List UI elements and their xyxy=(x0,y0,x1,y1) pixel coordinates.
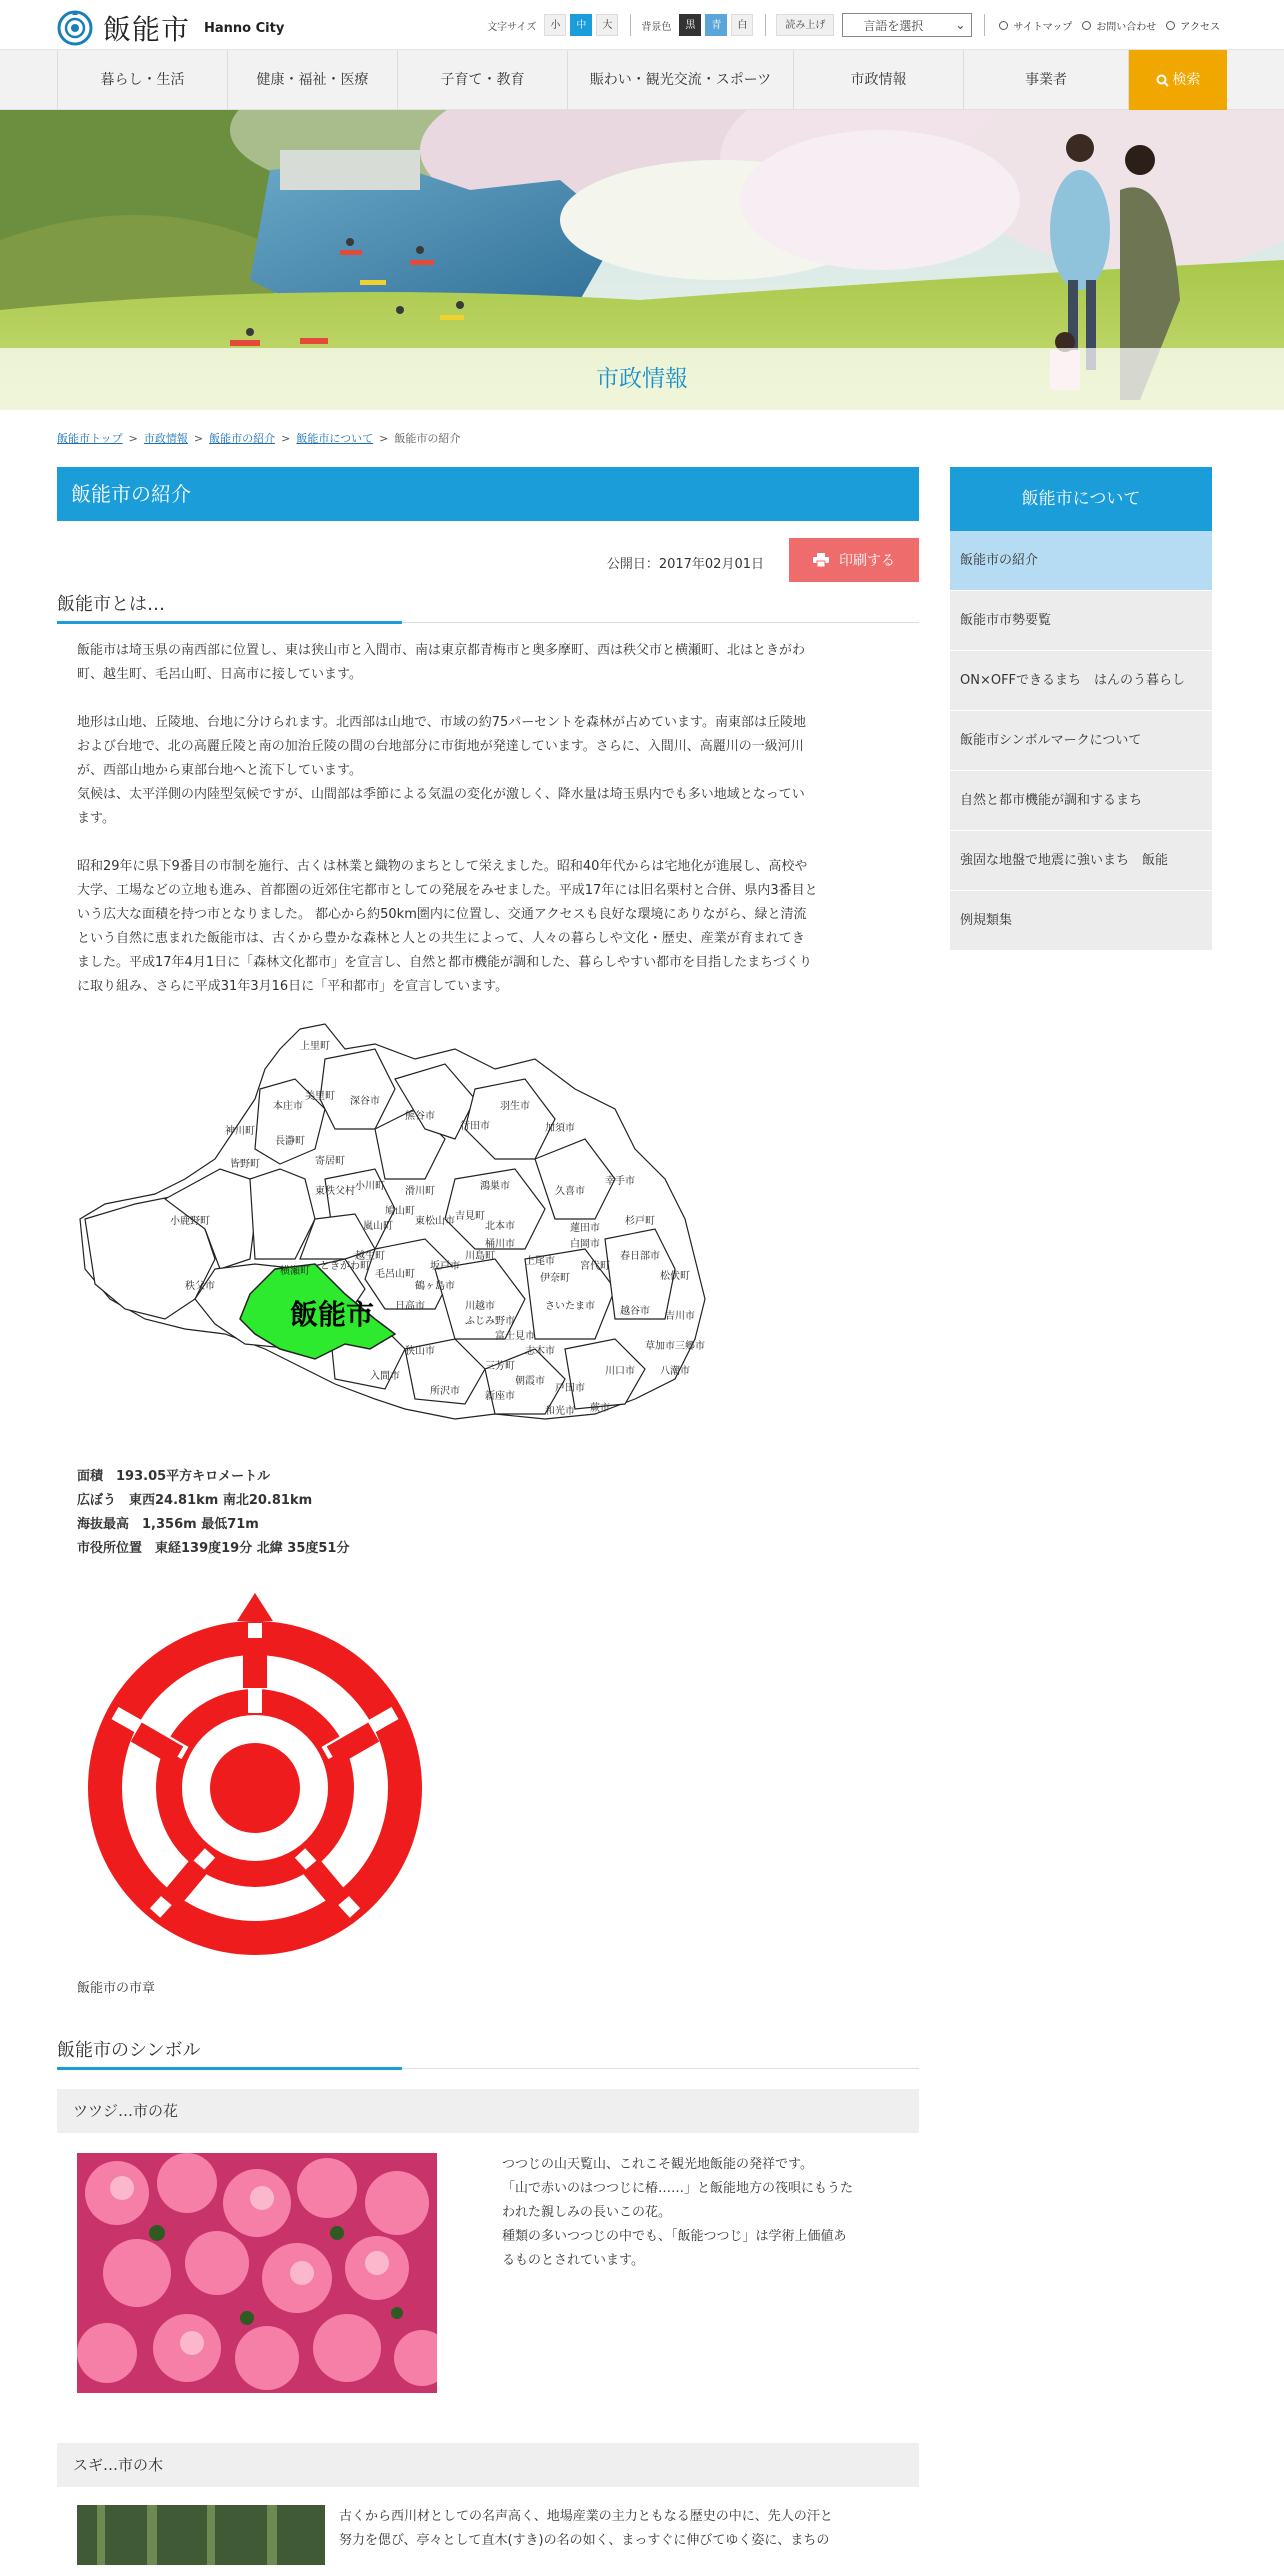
map-label: 横瀬町 xyxy=(280,1266,310,1277)
map-label: 美里町 xyxy=(305,1091,335,1102)
map-label: 長瀞町 xyxy=(275,1136,305,1147)
bg-color-label: 背景色 xyxy=(641,21,672,33)
nav-item-tourism[interactable]: 賑わい・観光交流・スポーツ xyxy=(567,50,793,110)
intro-paragraph-1: 飯能市は埼玉県の南西部に位置し、東は狭山市と入間市、南は東京都青梅市と奥多摩町、西は秩父市と横瀬町、北はときがわ 町、越生町、毛呂山町、日高市に接しています。 xyxy=(77,643,806,682)
sidebar xyxy=(950,467,1212,951)
flower-block xyxy=(57,2153,919,2403)
page-title: 飯能市の紹介 xyxy=(57,467,919,521)
language-select-value: 言語を選択 xyxy=(863,18,924,33)
map-label: 白岡市 xyxy=(570,1239,600,1250)
map-label: 本庄市 xyxy=(273,1101,303,1112)
map-label: 松伏町 xyxy=(660,1271,690,1282)
hero-banner xyxy=(0,110,1284,410)
map-label: 狭山市 xyxy=(405,1346,435,1357)
font-size-label: 文字サイズ xyxy=(487,21,537,33)
map-label: 鶴ヶ島市 xyxy=(415,1281,455,1292)
map-label: 鳩山町 xyxy=(385,1206,415,1217)
circle-arrow-icon xyxy=(1082,21,1091,30)
map-label: 坂戸市 xyxy=(430,1261,460,1272)
map-label: 春日部市 xyxy=(620,1251,660,1262)
nav-item-childcare[interactable]: 子育て・教育 xyxy=(397,50,567,110)
city-emblem-icon xyxy=(57,10,93,46)
font-size-large-button[interactable]: 大 xyxy=(596,14,618,36)
map-label: 久喜市 xyxy=(555,1186,585,1197)
read-aloud-button[interactable]: 読み上げ xyxy=(776,14,834,36)
map-label: 東松山市 xyxy=(415,1216,455,1227)
sidebar-item-regulations[interactable]: 例規類集 xyxy=(950,891,1212,951)
map-label: 熊谷市 xyxy=(405,1111,435,1122)
emblem-caption: 飯能市の市章 xyxy=(77,1981,156,1996)
map-label: 羽生市 xyxy=(500,1101,530,1112)
saitama-map xyxy=(75,1019,715,1439)
map-label: 朝霞市 xyxy=(515,1376,545,1387)
circle-arrow-icon xyxy=(1166,21,1175,30)
tree-description: 古くから西川材としての名声高く、地場産業の主力ともなる歴史の中に、先人の汗と 努力を偲び、亭々として直木(すき)の名の如く、まっすぐに伸びてゆく姿に、まちの xyxy=(339,2509,833,2548)
map-label: 皆野町 xyxy=(230,1159,260,1170)
sidebar-heading: 飯能市について xyxy=(950,467,1212,531)
logo-text-ja: 飯能市 xyxy=(103,13,191,46)
map-label: 小鹿野町 xyxy=(170,1216,210,1227)
map-label: 川島町 xyxy=(465,1251,495,1262)
publish-row xyxy=(57,538,919,584)
map-label: 吉見町 xyxy=(455,1211,485,1222)
map-label: 桶川市 xyxy=(485,1239,515,1250)
breadcrumb-link-top[interactable]: 飯能市トップ xyxy=(57,432,123,445)
map-label: 宮代町 xyxy=(580,1261,610,1272)
map-label: 幸手市 xyxy=(605,1176,635,1187)
map-label: 滑川町 xyxy=(405,1186,435,1197)
fact-area: 面積 193.05平方キロメートル xyxy=(77,1469,271,1484)
map-label: 上尾市 xyxy=(525,1256,555,1267)
map-label: 神川町 xyxy=(225,1126,255,1137)
logo-text-en: Hanno City xyxy=(204,20,285,36)
divider xyxy=(984,14,985,36)
tree-block xyxy=(57,2505,919,2565)
map-label: 杉戸町 xyxy=(625,1216,655,1227)
breadcrumb-link-city-info[interactable]: 市政情報 xyxy=(143,432,188,445)
sidebar-item-living[interactable]: ON×OFFできるまち はんのう暮らし xyxy=(950,651,1212,711)
fact-extent: 広ぼう 東西24.81km 南北20.81km xyxy=(77,1493,313,1508)
map-label: 入間市 xyxy=(370,1371,400,1382)
map-label: 蕨市 xyxy=(590,1403,610,1414)
divider xyxy=(765,14,766,36)
map-label: 三芳町 xyxy=(485,1361,515,1372)
contact-label: お問い合わせ xyxy=(1096,21,1157,33)
fact-elevation: 海抜最高 1,356m 最低71m xyxy=(77,1517,259,1532)
search-label: 検索 xyxy=(1172,72,1201,88)
map-label: 毛呂山町 xyxy=(375,1269,415,1280)
language-select[interactable] xyxy=(842,13,972,37)
map-label: 加須市 xyxy=(545,1123,575,1134)
city-facts xyxy=(57,1465,919,1561)
contact-link[interactable] xyxy=(1082,18,1156,33)
fact-location: 市役所位置 東経139度19分 北緯 35度51分 xyxy=(77,1541,350,1556)
map-label: 志木市 xyxy=(525,1346,555,1357)
map-label: 秩父市 xyxy=(185,1281,215,1292)
map-label: 吉川市 xyxy=(665,1311,695,1322)
flower-description: つつじの山天覧山、これこそ観光地飯能の発祥です。 「山で赤いのはつつじに椿……」と飯能地方の筏唄にもうた われた親しみの長いこの花。 種類の多いつつじの中でも、「飯能つつじ」は学術上価値あ るものとされています。 xyxy=(502,2157,854,2268)
sitemap-link[interactable] xyxy=(999,18,1072,33)
divider xyxy=(630,14,631,36)
nav-item-health[interactable]: 健康・福祉・医療 xyxy=(227,50,397,110)
bg-white-button[interactable]: 白 xyxy=(731,14,753,36)
sidebar-item-symbol-mark[interactable]: 飯能市シンボルマークについて xyxy=(950,711,1212,771)
header-tools xyxy=(487,12,1220,38)
tree-heading: スギ…市の木 xyxy=(57,2443,919,2487)
nav-item-city-info[interactable]: 市政情報 xyxy=(793,50,963,110)
map-label: 富士見市 xyxy=(495,1331,535,1342)
nav-item-business[interactable]: 事業者 xyxy=(963,50,1129,110)
breadcrumb-current: 飯能市の紹介 xyxy=(394,432,461,445)
map-label: 東秩父村 xyxy=(315,1186,355,1197)
circle-arrow-icon xyxy=(999,21,1008,30)
font-size-small-button[interactable]: 小 xyxy=(544,14,566,36)
intro-paragraph-3: 昭和29年に県下9番目の市制を施行、古くは林業と織物のまちとして栄えました。昭和40年代からは宅地化が進展し、高校や 大学、工場などの立地も進み、首都圏の近郊住宅都市としての発展をみせました。平成17年には旧名栗村と合併、県内3番目と いう広大な面積を持つ市となりました。 都心から約50km圏内に位置し、交通アクセスも良好な環境にありながら、緑と清流 という自然に恵まれた飯能市は、古くから豊かな森林と人との共生によって、人々の暮らしや文化・歴史、産業が育まれてき ました。平成17年4月1日に「森林文化都市」を宣言し、自然と都市機能が調和した、暮らしやすい都市を目指したまちづくり に取り組み、さらに平成31年3月16日に「平和都市」を宣言しています。 xyxy=(77,859,818,994)
bg-black-button[interactable]: 黒 xyxy=(679,14,701,36)
breadcrumb-link-intro[interactable]: 飯能市の紹介 xyxy=(209,432,276,445)
sitemap-label: サイトマップ xyxy=(1013,21,1073,33)
map-label: 戸田市 xyxy=(555,1383,585,1394)
site-header xyxy=(0,0,1284,50)
section-heading-about: 飯能市とは… xyxy=(57,590,919,623)
printer-icon xyxy=(813,553,829,567)
access-link[interactable] xyxy=(1166,18,1220,33)
sidebar-item-earthquake[interactable]: 強固な地盤で地震に強いまち 飯能 xyxy=(950,831,1212,891)
map-label: 北本市 xyxy=(485,1221,515,1232)
map-label: 川口市 xyxy=(605,1366,635,1377)
breadcrumb-link-about[interactable]: 飯能市について xyxy=(296,432,374,445)
map-label: 三郷市 xyxy=(675,1341,705,1352)
map-label: 伊奈町 xyxy=(540,1273,570,1284)
map-label: 所沢市 xyxy=(430,1386,460,1397)
map-label: 新座市 xyxy=(485,1391,515,1402)
main-content xyxy=(57,467,919,2565)
map-label: 川越市 xyxy=(465,1301,495,1312)
map-label: ときがわ町 xyxy=(320,1261,370,1272)
chevron-down-icon: ⌄ xyxy=(955,18,966,32)
print-button[interactable] xyxy=(789,538,919,582)
intro-paragraph-2: 地形は山地、丘陵地、台地に分けられます。北西部は山地で、市域の約75パーセントを森林が占めています。南東部は丘陵地 および台地で、北の高麗丘陵と南の加治丘陵の間の台地部分に市街地が発達しています。さらに、入間川、高麗川の一級河川 が、西部山地から東部台地へと流下しています。 気候は、太平洋側の内陸型気候ですが、山間部は季節による気温の変化が激しく、降水量は埼玉県内でも多い地域となってい ます。 xyxy=(77,715,806,826)
map-label: 寄居町 xyxy=(315,1156,345,1167)
map-label: 小川町 xyxy=(355,1181,385,1192)
nav-item-living[interactable]: 暮らし・生活 xyxy=(57,50,227,110)
map-label: 八潮市 xyxy=(660,1366,690,1377)
cedar-photo xyxy=(77,2505,325,2565)
map-label: さいたま市 xyxy=(545,1301,595,1312)
map-label: 越谷市 xyxy=(620,1306,650,1317)
sidebar-item-nature[interactable]: 自然と都市機能が調和するまち xyxy=(950,771,1212,831)
section-heading-symbols: 飯能市のシンボル xyxy=(57,2036,919,2069)
hero-title: 市政情報 xyxy=(0,348,1284,410)
map-label: 深谷市 xyxy=(350,1096,380,1107)
map-label-hanno: 飯能市 xyxy=(290,1298,375,1331)
map-label: 草加市 xyxy=(645,1341,675,1352)
print-label: 印刷する xyxy=(839,553,895,569)
publish-date: 公開日：2017年02月01日 xyxy=(606,557,764,572)
site-logo[interactable] xyxy=(57,8,284,48)
map-label: 嵐山町 xyxy=(363,1221,393,1232)
sidebar-item-overview[interactable]: 飯能市市勢要覧 xyxy=(950,591,1212,651)
breadcrumb: 飯能市トップ > 市政情報 > 飯能市の紹介 > 飯能市について > 飯能市の紹介 xyxy=(57,432,461,445)
city-emblem xyxy=(75,1583,435,1963)
map-label: 上里町 xyxy=(300,1041,330,1052)
azalea-photo xyxy=(77,2153,437,2393)
map-label: 和光市 xyxy=(545,1406,575,1417)
map-label: 蓮田市 xyxy=(570,1223,600,1234)
map-label: 鴻巣市 xyxy=(480,1181,510,1192)
font-size-medium-button[interactable]: 中 xyxy=(570,14,592,36)
map-label: 行田市 xyxy=(460,1121,490,1132)
bg-blue-button[interactable]: 青 xyxy=(705,14,727,36)
map-label: 越生町 xyxy=(355,1251,385,1262)
sidebar-item-intro[interactable]: 飯能市の紹介 xyxy=(950,531,1212,591)
nav-search-button[interactable] xyxy=(1129,50,1227,110)
search-icon xyxy=(1156,74,1169,87)
flower-heading: ツツジ…市の花 xyxy=(57,2089,919,2133)
map-label: ふじみ野市 xyxy=(465,1316,515,1327)
global-nav xyxy=(0,50,1284,110)
access-label: アクセス xyxy=(1180,21,1220,33)
map-label: 日高市 xyxy=(395,1301,425,1312)
